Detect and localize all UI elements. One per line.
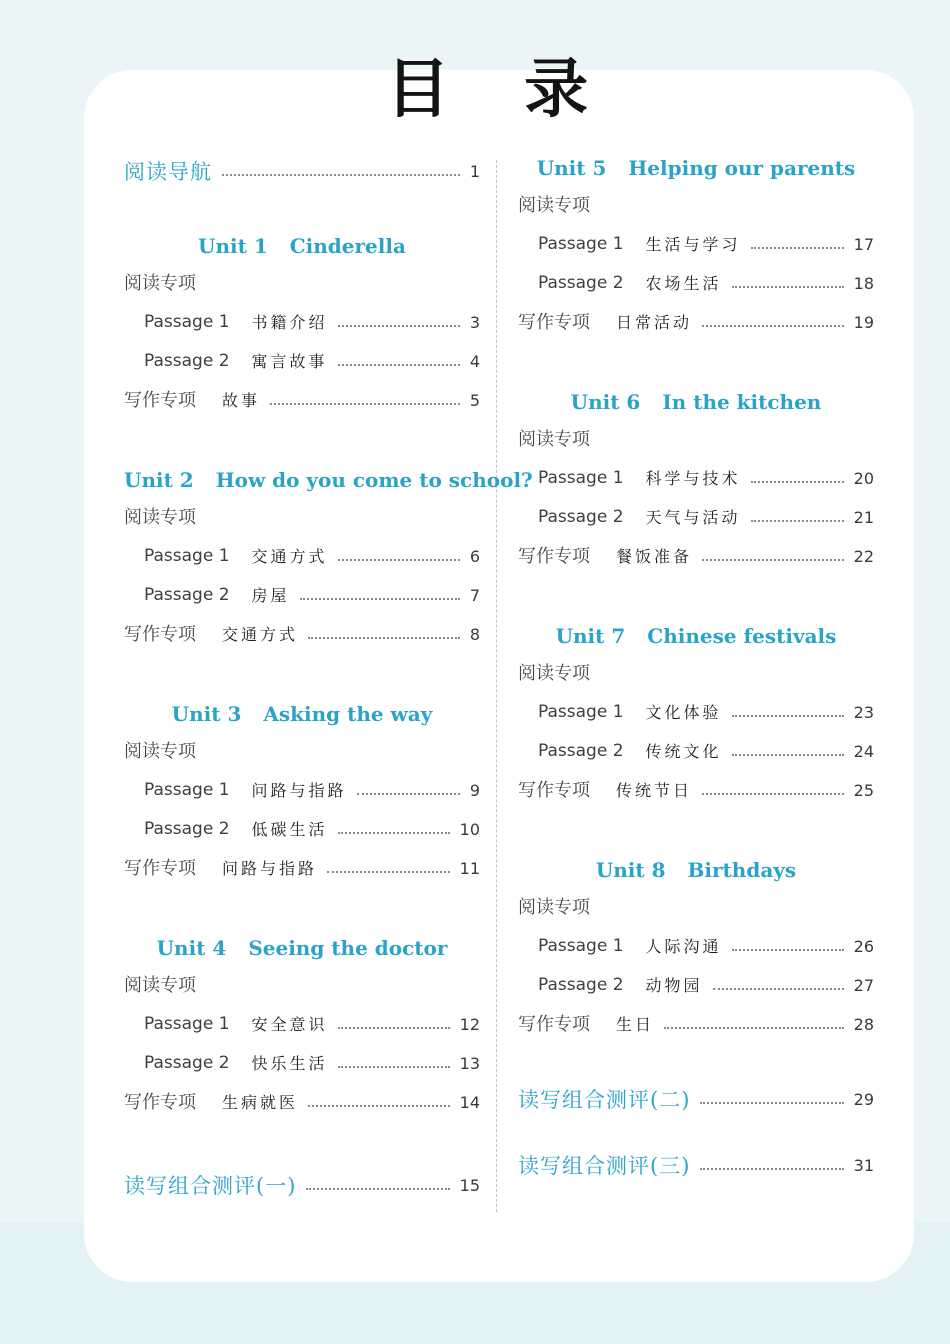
unit-title: Chinese festivals bbox=[647, 624, 837, 648]
section-label-reading: 阅读专项 bbox=[124, 507, 196, 528]
unit-title: Asking the way bbox=[263, 702, 433, 726]
toc-entry-passage[interactable] bbox=[518, 693, 874, 732]
page-number: 27 bbox=[853, 976, 874, 995]
unit-number: Unit 1 bbox=[198, 234, 268, 258]
dot-leader bbox=[700, 1102, 843, 1104]
toc-entry-passage[interactable] bbox=[518, 264, 874, 303]
passage-label: Passage 2 bbox=[144, 819, 230, 839]
passage-topic: 农场生活 bbox=[645, 274, 722, 293]
entry-label: 读写组合测评(二) bbox=[518, 1088, 691, 1112]
passage-label: Passage 1 bbox=[144, 546, 230, 566]
page-number: 23 bbox=[853, 703, 874, 722]
toc-entry-writing[interactable] bbox=[518, 771, 874, 810]
passage-topic: 文化体验 bbox=[645, 703, 722, 722]
passage-topic: 天气与活动 bbox=[645, 508, 741, 527]
dot-leader bbox=[732, 715, 844, 717]
passage-topic: 人际沟通 bbox=[645, 937, 722, 956]
writing-label: 写作专项 bbox=[518, 312, 590, 333]
dot-leader bbox=[702, 325, 844, 327]
passage-label: Passage 2 bbox=[538, 741, 624, 761]
unit-title: Cinderella bbox=[289, 234, 406, 258]
page-number: 13 bbox=[459, 1054, 480, 1073]
section-label-reading: 阅读专项 bbox=[518, 195, 590, 216]
right-column bbox=[518, 150, 874, 1188]
writing-topic: 交通方式 bbox=[222, 625, 299, 644]
unit-number: Unit 6 bbox=[570, 390, 641, 414]
unit-heading[interactable] bbox=[518, 150, 874, 186]
unit-title: In the kitchen bbox=[662, 390, 822, 414]
passage-topic: 生活与学习 bbox=[645, 235, 741, 254]
passage-topic: 交通方式 bbox=[251, 547, 328, 566]
unit-heading[interactable] bbox=[124, 930, 480, 966]
unit-heading[interactable] bbox=[518, 852, 874, 888]
unit-number: Unit 4 bbox=[156, 936, 227, 960]
toc-entry-passage[interactable] bbox=[124, 1044, 480, 1083]
page-number: 17 bbox=[853, 235, 874, 254]
unit-title: How do you come to school? bbox=[215, 468, 533, 492]
entry-label: 读写组合测评(三) bbox=[518, 1154, 691, 1178]
toc-entry-writing[interactable] bbox=[124, 381, 480, 420]
dot-leader bbox=[338, 559, 460, 561]
section-label-reading: 阅读专项 bbox=[124, 741, 196, 762]
passage-label: Passage 1 bbox=[144, 312, 230, 332]
passage-label: Passage 1 bbox=[144, 780, 230, 800]
dot-leader bbox=[308, 637, 460, 639]
unit-heading[interactable] bbox=[124, 462, 533, 498]
toc-entry-writing[interactable] bbox=[124, 849, 480, 888]
page-number: 10 bbox=[459, 820, 480, 839]
writing-topic: 问路与指路 bbox=[222, 859, 318, 878]
page-number: 15 bbox=[459, 1176, 480, 1195]
page-number: 12 bbox=[459, 1015, 480, 1034]
page-number: 19 bbox=[853, 313, 874, 332]
toc-entry-reading-guide[interactable] bbox=[124, 150, 480, 194]
passage-label: Passage 2 bbox=[144, 351, 230, 371]
writing-label: 写作专项 bbox=[518, 780, 590, 801]
toc-entry-writing[interactable] bbox=[124, 1083, 480, 1122]
dot-leader bbox=[300, 598, 460, 600]
page-number: 21 bbox=[853, 508, 874, 527]
unit-heading[interactable] bbox=[518, 618, 874, 654]
toc-entry-passage[interactable] bbox=[124, 1005, 480, 1044]
dot-leader bbox=[732, 754, 844, 756]
unit-number: Unit 7 bbox=[555, 624, 626, 648]
passage-topic: 科学与技术 bbox=[645, 469, 741, 488]
toc-entry-passage[interactable] bbox=[518, 732, 874, 771]
dot-leader bbox=[270, 403, 460, 405]
writing-topic: 日常活动 bbox=[616, 313, 693, 332]
entry-label: 读写组合测评(一) bbox=[124, 1174, 297, 1198]
dot-leader bbox=[308, 1105, 450, 1107]
unit-heading[interactable] bbox=[518, 384, 874, 420]
toc-entry-passage[interactable] bbox=[518, 498, 874, 537]
unit-title: Helping our parents bbox=[628, 156, 856, 180]
passage-label: Passage 1 bbox=[144, 1014, 230, 1034]
page-number: 29 bbox=[853, 1090, 874, 1109]
page-number: 24 bbox=[853, 742, 874, 761]
toc-entry-assessment[interactable] bbox=[518, 1144, 874, 1188]
left-column bbox=[124, 150, 533, 1208]
unit-title: Birthdays bbox=[687, 858, 797, 882]
passage-topic: 书籍介绍 bbox=[251, 313, 328, 332]
toc-entry-assessment[interactable] bbox=[518, 1078, 874, 1122]
passage-label: Passage 2 bbox=[538, 975, 624, 995]
passage-topic: 快乐生活 bbox=[251, 1054, 328, 1073]
page-number: 1 bbox=[469, 162, 480, 181]
page-number: 6 bbox=[469, 547, 480, 566]
dot-leader bbox=[338, 832, 450, 834]
writing-label: 写作专项 bbox=[518, 1014, 590, 1035]
writing-topic: 餐饭准备 bbox=[616, 547, 693, 566]
dot-leader bbox=[713, 988, 844, 990]
passage-label: Passage 1 bbox=[538, 936, 624, 956]
writing-topic: 生病就医 bbox=[222, 1093, 299, 1112]
writing-label: 写作专项 bbox=[124, 390, 196, 411]
dot-leader bbox=[702, 559, 844, 561]
page-number: 25 bbox=[853, 781, 874, 800]
toc-entry-passage[interactable] bbox=[124, 303, 480, 342]
passage-label: Passage 2 bbox=[538, 507, 624, 527]
dot-leader bbox=[338, 1066, 450, 1068]
section-label-reading: 阅读专项 bbox=[518, 429, 590, 450]
section-label-reading: 阅读专项 bbox=[124, 975, 196, 996]
dot-leader bbox=[306, 1188, 449, 1190]
passage-topic: 寓言故事 bbox=[251, 352, 328, 371]
writing-label: 写作专项 bbox=[518, 546, 590, 567]
unit-title: Seeing the doctor bbox=[248, 936, 448, 960]
dot-leader bbox=[702, 793, 844, 795]
page-number: 9 bbox=[469, 781, 480, 800]
toc-entry-assessment[interactable] bbox=[124, 1164, 480, 1208]
unit-number: Unit 8 bbox=[595, 858, 666, 882]
unit-number: Unit 5 bbox=[536, 156, 607, 180]
writing-label: 写作专项 bbox=[124, 624, 196, 645]
dot-leader bbox=[751, 481, 844, 483]
passage-label: Passage 2 bbox=[144, 1053, 230, 1073]
section-label-reading: 阅读专项 bbox=[518, 663, 590, 684]
page-number: 31 bbox=[853, 1156, 874, 1175]
column-divider bbox=[496, 160, 497, 1212]
page-number: 20 bbox=[853, 469, 874, 488]
page-number: 8 bbox=[469, 625, 480, 644]
passage-topic: 低碳生活 bbox=[251, 820, 328, 839]
passage-topic: 动物园 bbox=[645, 976, 703, 995]
dot-leader bbox=[338, 1027, 450, 1029]
unit-number: Unit 2 bbox=[124, 468, 194, 492]
unit-number: Unit 3 bbox=[171, 702, 242, 726]
page-number: 18 bbox=[853, 274, 874, 293]
passage-label: Passage 2 bbox=[538, 273, 624, 293]
toc-entry-passage[interactable] bbox=[124, 810, 480, 849]
page-title: 目 录 bbox=[385, 52, 615, 127]
dot-leader bbox=[338, 325, 460, 327]
toc-entry-passage[interactable] bbox=[124, 771, 480, 810]
writing-label: 写作专项 bbox=[124, 858, 196, 879]
page-number: 5 bbox=[469, 391, 480, 410]
toc-entry-passage[interactable] bbox=[518, 225, 874, 264]
passage-label: Passage 1 bbox=[538, 468, 624, 488]
toc-entry-writing[interactable] bbox=[518, 1005, 874, 1044]
section-label-reading: 阅读专项 bbox=[518, 897, 590, 918]
page-number: 4 bbox=[469, 352, 480, 371]
dot-leader bbox=[732, 949, 844, 951]
dot-leader bbox=[357, 793, 460, 795]
dot-leader bbox=[338, 364, 460, 366]
toc-entry-passage[interactable] bbox=[124, 342, 480, 381]
toc-entry-passage[interactable] bbox=[518, 459, 874, 498]
dot-leader bbox=[700, 1168, 843, 1170]
toc-entry-passage[interactable] bbox=[518, 966, 874, 1005]
toc-entry-passage[interactable] bbox=[124, 576, 480, 615]
writing-topic: 生日 bbox=[616, 1015, 655, 1034]
dot-leader bbox=[732, 286, 844, 288]
page-number: 3 bbox=[469, 313, 480, 332]
toc-entry-writing[interactable] bbox=[518, 537, 874, 576]
passage-topic: 传统文化 bbox=[645, 742, 722, 761]
writing-label: 写作专项 bbox=[124, 1092, 196, 1113]
toc-entry-passage[interactable] bbox=[124, 537, 480, 576]
page-number: 7 bbox=[469, 586, 480, 605]
toc-entry-passage[interactable] bbox=[518, 927, 874, 966]
page-number: 14 bbox=[459, 1093, 480, 1112]
unit-heading[interactable] bbox=[124, 696, 480, 732]
dot-leader bbox=[751, 247, 844, 249]
passage-label: Passage 1 bbox=[538, 234, 624, 254]
toc-entry-writing[interactable] bbox=[124, 615, 480, 654]
page-number: 11 bbox=[459, 859, 480, 878]
dot-leader bbox=[751, 520, 844, 522]
dot-leader bbox=[664, 1027, 844, 1029]
passage-topic: 房屋 bbox=[251, 586, 290, 605]
page-number: 26 bbox=[853, 937, 874, 956]
passage-topic: 安全意识 bbox=[251, 1015, 328, 1034]
toc-entry-writing[interactable] bbox=[518, 303, 874, 342]
dot-leader bbox=[222, 174, 460, 176]
page-number: 22 bbox=[853, 547, 874, 566]
writing-topic: 传统节日 bbox=[616, 781, 693, 800]
section-label-reading: 阅读专项 bbox=[124, 273, 196, 294]
unit-heading[interactable] bbox=[124, 228, 480, 264]
passage-label: Passage 2 bbox=[144, 585, 230, 605]
page-number: 28 bbox=[853, 1015, 874, 1034]
passage-label: Passage 1 bbox=[538, 702, 624, 722]
dot-leader bbox=[327, 871, 450, 873]
writing-topic: 故事 bbox=[222, 391, 261, 410]
entry-label: 阅读导航 bbox=[124, 160, 212, 184]
passage-topic: 问路与指路 bbox=[251, 781, 347, 800]
